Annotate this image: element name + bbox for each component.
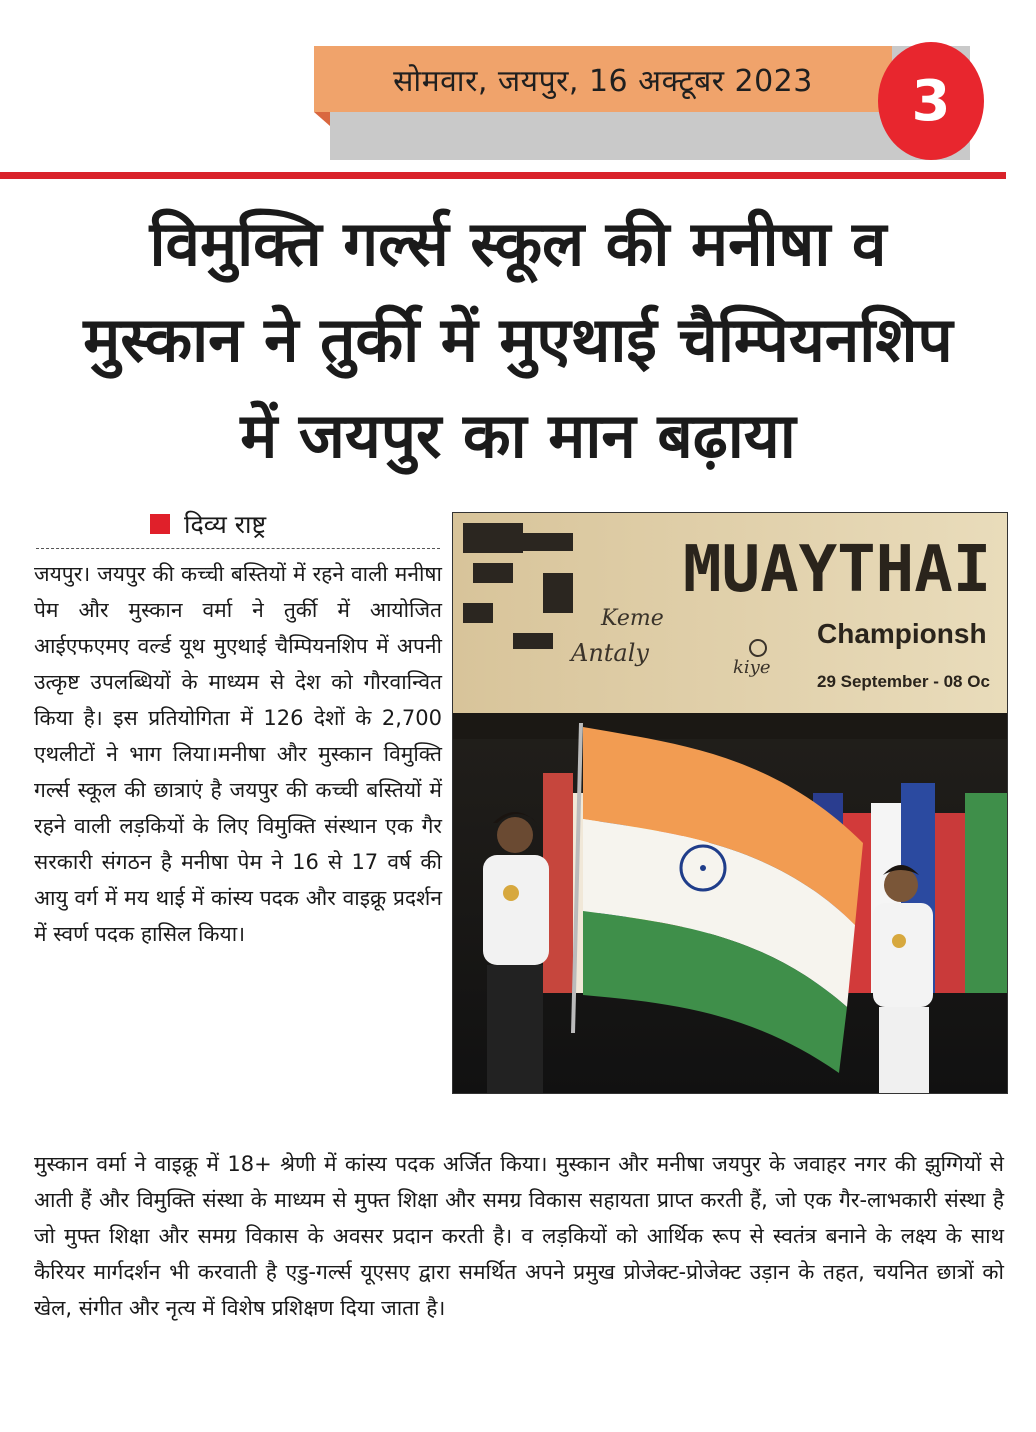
banner-subtitle: Championsh [817,618,987,649]
byline [150,508,266,540]
page-number-badge [878,42,984,160]
header-rule [0,172,1006,179]
article-headline [20,196,1016,484]
byline-divider [36,548,440,549]
article-column-text: जयपुर। जयपुर की कच्ची बस्तियों में रहने वाली मनीषा पेम और मुस्कान वर्मा ने तुर्की में आयोजित आईएफएमए वर्ल्ड यूथ मुएथाई चैम्पियनशिप में अपनी उत्कृष्ट उपलब्धियों के माध्यम से देश को गौरवान्वित किया है। इस प्रतियोगिता में 126 देशों के 2,700 एथलीटों ने भाग लिया।मनीषा और मुस्कान विमुक्ति गर्ल्स स्कूल की छात्राएं है जयपुर की कच्ची बस्तियों में रहने वाली लड़कियों के लिए विमुक्ति संस्थान एक गैर सरकारी संगठन है मनीषा पेम ने 16 से 17 वर्ष की आयु वर्ग में मय थाई में कांस्य पदक और वाइक्रू प्रदर्शन में स्वर्ण पदक हासिल किया। [34,562,442,946]
medal-icon [503,885,519,901]
dateline-text: सोमवार, जयपुर, 16 अक्टूबर 2023 [393,63,813,99]
banner-script-2: Antaly [571,639,649,667]
article-continuation-text: मुस्कान वर्मा ने वाइक्रू में 18+ श्रेणी में कांस्य पदक अर्जित किया। मुस्कान और मनीषा जयपुर के जवाहर नगर की झुग्गियों से आती हैं और विमुक्ति संस्था के माध्यम से मुफ्त शिक्षा और समग्र विकास सहायता प्राप्त करती हैं, जो एक गैर-लाभकारी संस्था है जो मुफ्त शिक्षा और समग्र विकास के अवसर प्रदान करती है। व लड़कियों को आर्थिक रूप से स्वतंत्र बनाने के लक्ष्य के साथ कैरियर मार्गदर्शन भी करवाती है एडु-गर्ल्स यूएसए द्वारा समर्थित अपने प्रमुख प्रोजेक्ट-प्रोजेक्ट उड़ान के तहत, चयनित छात्रों को खेल, संगीत और नृत्य में विशेष प्रशिक्षण दिया जाता है। [34,1152,1004,1320]
photo-illustration [453,513,1007,1093]
dateline-banner [314,46,892,112]
byline-square-icon [150,514,170,534]
medal-icon [892,934,906,948]
banner-fold-corner [314,112,330,126]
banner-script-3: kiye [733,657,771,678]
banner-script-1: Keme [601,606,664,631]
headline-line-3: में जयपुर का मान बढ़ाया [240,399,796,472]
banner-title: MUAYTHAI [683,533,992,607]
banner-dates: 29 September - 08 Oc [817,672,990,691]
article-photo [452,512,1008,1094]
page-number: 3 [911,68,951,134]
headline-line-2: मुस्कान ने तुर्की में मुएथाई चैम्पियनशिप [83,303,953,376]
headline-line-1: विमुक्ति गर्ल्स स्कूल की मनीषा व [149,207,887,280]
byline-text: दिव्य राष्ट्र [184,510,267,539]
